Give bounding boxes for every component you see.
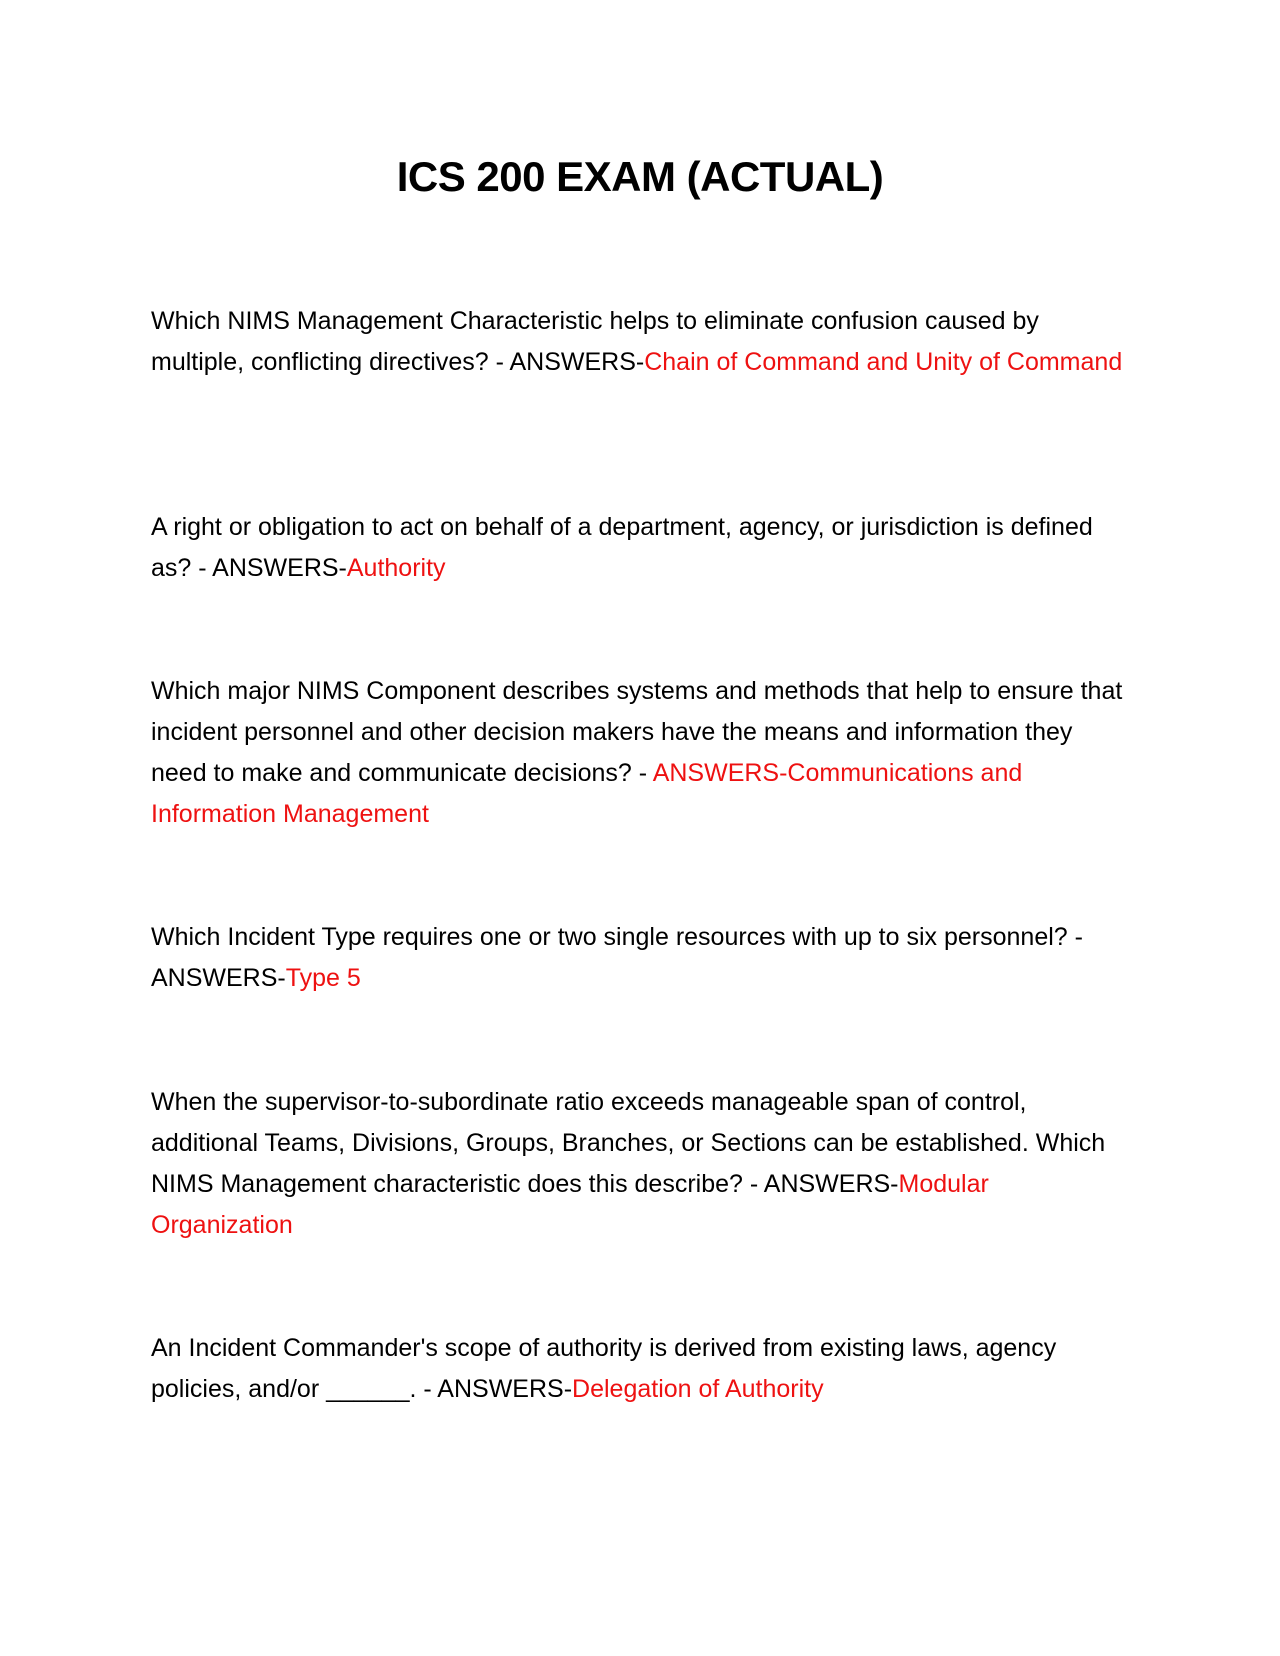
question-text: A right or obligation to act on behalf of a department, agency, or jurisdiction is defined as? - ANSWERS- bbox=[151, 513, 1093, 582]
answer-text: Authority bbox=[346, 554, 446, 582]
qa-item bbox=[151, 671, 1131, 835]
qa-item bbox=[151, 917, 1131, 999]
question-text: Which NIMS Management Characteristic helps to eliminate confusion caused by multiple, conflicting directives? - ANSWERS- bbox=[151, 307, 1039, 376]
qa-item bbox=[151, 301, 1131, 383]
question-text: An Incident Commander's scope of authority is derived from existing laws, agency policies, and/or ______. - ANSWERS- bbox=[151, 1334, 1057, 1403]
qa-item bbox=[151, 507, 1131, 589]
answer-text: ANSWERS-Communications and Information Management bbox=[151, 759, 1023, 828]
question-text: Which major NIMS Component describes systems and methods that help to ensure that incident personnel and other decision makers have the means and information they need to make and communicate decisions? - bbox=[151, 677, 1123, 787]
answer-text: Delegation of Authority bbox=[572, 1375, 824, 1403]
question-text: Which Incident Type requires one or two single resources with up to six personnel? - ANSWERS- bbox=[151, 923, 1083, 992]
qa-item bbox=[151, 1328, 1131, 1410]
qa-item bbox=[151, 1082, 1131, 1246]
answer-text: Modular Organization bbox=[151, 1170, 989, 1239]
page-title: ICS 200 EXAM (ACTUAL) bbox=[396, 153, 884, 200]
answer-text: Chain of Command and Unity of Command bbox=[644, 348, 1123, 376]
answer-text: Type 5 bbox=[285, 964, 361, 992]
question-text: When the supervisor-to-subordinate ratio exceeds manageable span of control, additional Teams, Divisions, Groups, Branches, or Sections can be established. Which NIMS Management characteristic does this describe? - ANSWERS- bbox=[151, 1088, 1106, 1198]
